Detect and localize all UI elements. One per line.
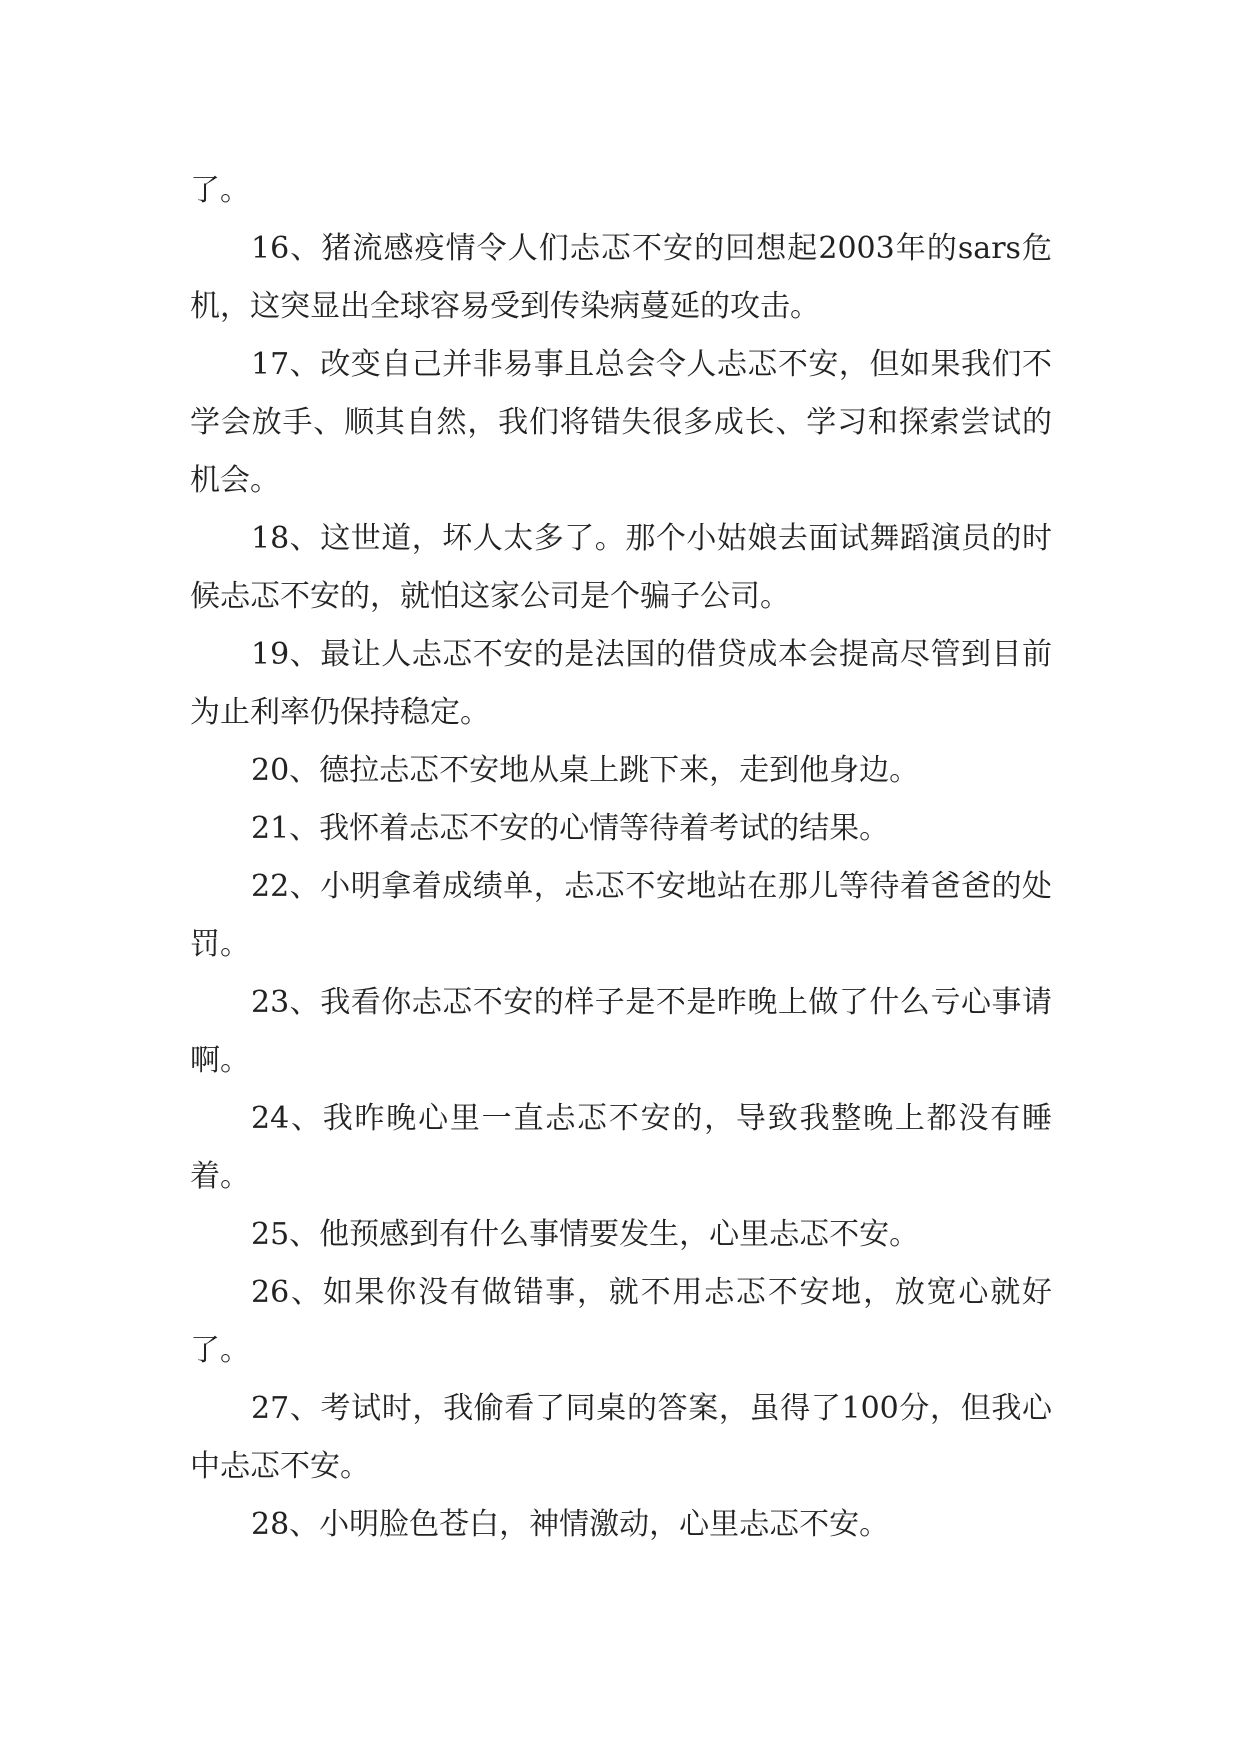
- paragraph-item-19: 19、最让人忐忑不安的是法国的借贷成本会提高尽管到目前为止利率仍保持稳定。: [190, 637, 1052, 730]
- paragraph-item-28: 28、小明脸色苍白，神情激动，心里忐忑不安。: [251, 1507, 890, 1542]
- paragraph-item-23: 23、我看你忐忑不安的样子是不是昨晚上做了什么亏心事请啊。: [190, 985, 1052, 1078]
- paragraph-item-24: 24、我昨晚心里一直忐忑不安的，导致我整晚上都没有睡着。: [190, 1101, 1052, 1194]
- paragraph-item-18: 18、这世道，坏人太多了。那个小姑娘去面试舞蹈演员的时候忐忑不安的，就怕这家公司是个骗子公司。: [190, 521, 1052, 614]
- document-body: [190, 162, 1052, 1554]
- paragraph-item-26: 26、如果你没有做错事，就不用忐忑不安地，放宽心就好了。: [190, 1275, 1052, 1368]
- paragraph-item-25: 25、他预感到有什么事情要发生，心里忐忑不安。: [251, 1217, 920, 1252]
- paragraph-item-20: 20、德拉忐忑不安地从桌上跳下来，走到他身边。: [251, 753, 920, 788]
- paragraph-item-21: 21、我怀着忐忑不安的心情等待着考试的结果。: [251, 811, 890, 846]
- paragraph-continuation: 了。: [190, 173, 250, 208]
- paragraph-item-27: 27、考试时，我偷看了同桌的答案，虽得了100分，但我心中忐忑不安。: [190, 1391, 1052, 1484]
- paragraph-item-17: 17、改变自己并非易事且总会令人忐忑不安，但如果我们不学会放手、顺其自然，我们将错失很多成长、学习和探索尝试的机会。: [190, 347, 1052, 498]
- paragraph-item-16: 16、猪流感疫情令人们忐忑不安的回想起2003年的sars危机，这突显出全球容易受到传染病蔓延的攻击。: [190, 231, 1052, 324]
- paragraph-item-22: 22、小明拿着成绩单，忐忑不安地站在那儿等待着爸爸的处罚。: [190, 869, 1052, 962]
